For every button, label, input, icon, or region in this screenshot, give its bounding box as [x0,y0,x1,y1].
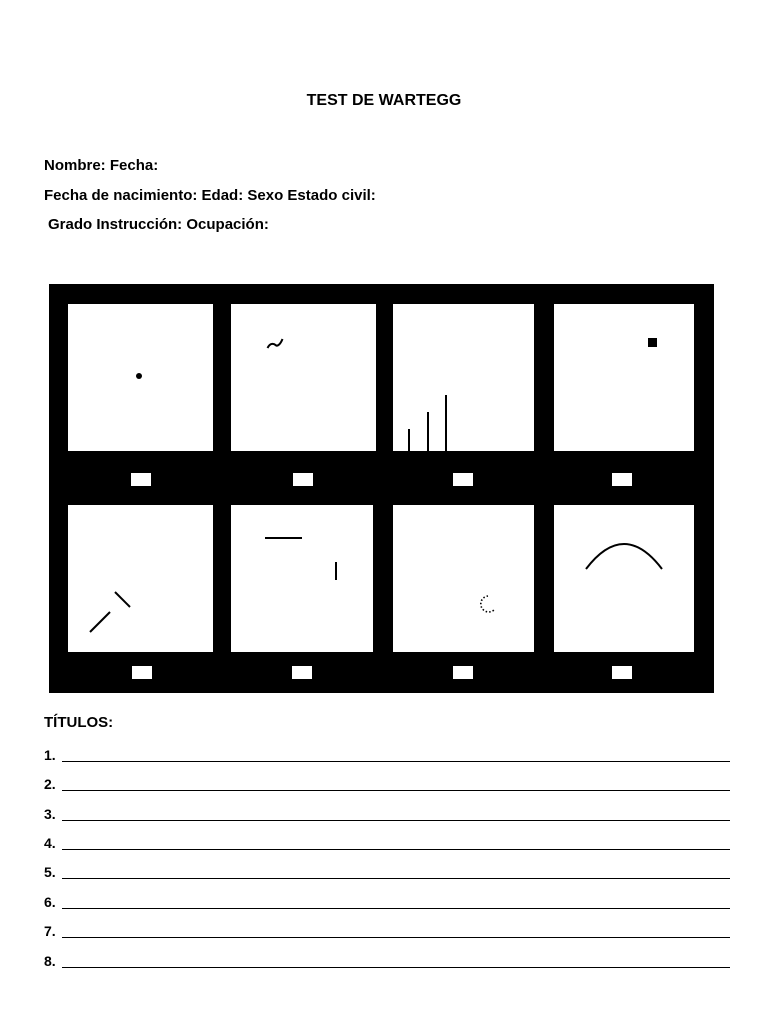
number-tab-8[interactable] [612,666,632,679]
titulo-line-8[interactable] [44,951,730,971]
stimulus-box-6[interactable] [231,505,373,652]
titulo-line-1[interactable] [44,745,730,765]
titulo-rule [62,937,730,938]
titulo-number: 1. [44,747,56,763]
stimulus-box-5[interactable] [68,505,213,652]
titulo-rule [62,878,730,879]
stimulus-box-8[interactable] [554,505,694,652]
titulo-line-7[interactable] [44,921,730,941]
wavy-line-stimulus [231,304,376,451]
fecha-nacimiento-label: Fecha de nacimiento: [44,187,198,204]
ascending-bars-stimulus [393,304,534,451]
wartegg-board [49,284,714,693]
titulo-rule [62,967,730,968]
titulo-number: 2. [44,776,56,792]
titulo-number: 3. [44,806,56,822]
stimulus-box-4[interactable] [554,304,694,451]
estado-civil-label: Estado civil: [287,187,376,204]
stimulus-box-7[interactable] [393,505,534,652]
titulo-rule [62,761,730,762]
page-title: TEST DE WARTEGG [306,92,462,109]
number-tab-1[interactable] [131,473,151,486]
dotted-arc-stimulus [393,505,534,652]
stimulus-box-3[interactable] [393,304,534,451]
titulo-rule [62,820,730,821]
sexo-label: Sexo [247,187,284,204]
titulo-rule [62,849,730,850]
titulo-number: 4. [44,835,56,851]
form-row-1 [44,157,158,174]
titulo-line-6[interactable] [44,892,730,912]
titulos-heading: TÍTULOS: [44,714,114,731]
fecha-label: Fecha: [109,157,159,174]
titulo-line-4[interactable] [44,833,730,853]
horizontal-vertical-lines-stimulus [231,505,373,652]
titulo-rule [62,908,730,909]
titulo-number: 5. [44,864,56,880]
titulo-rule [62,790,730,791]
form-row-3 [48,216,269,233]
number-tab-2[interactable] [293,473,313,486]
ocupacion-label: Ocupación: [186,216,269,233]
number-tab-7[interactable] [453,666,473,679]
number-tab-6[interactable] [292,666,312,679]
number-tab-5[interactable] [132,666,152,679]
large-arc-stimulus [554,505,694,652]
black-square-stimulus [554,304,694,451]
titulo-number: 7. [44,923,56,939]
nombre-label: Nombre: [44,157,106,174]
diagonal-lines-stimulus [68,505,213,652]
edad-label: Edad: [201,187,244,204]
number-tab-4[interactable] [612,473,632,486]
titulo-number: 8. [44,953,56,969]
number-tab-3[interactable] [453,473,473,486]
stimulus-box-1[interactable] [68,304,213,451]
titulo-line-2[interactable] [44,774,730,794]
dot-stimulus [68,304,213,451]
stimulus-box-2[interactable] [231,304,376,451]
grado-instruccion-label: Grado Instrucción: [48,216,183,233]
titulo-number: 6. [44,894,56,910]
form-row-2 [44,187,376,204]
titulo-line-5[interactable] [44,862,730,882]
titulo-line-3[interactable] [44,804,730,824]
